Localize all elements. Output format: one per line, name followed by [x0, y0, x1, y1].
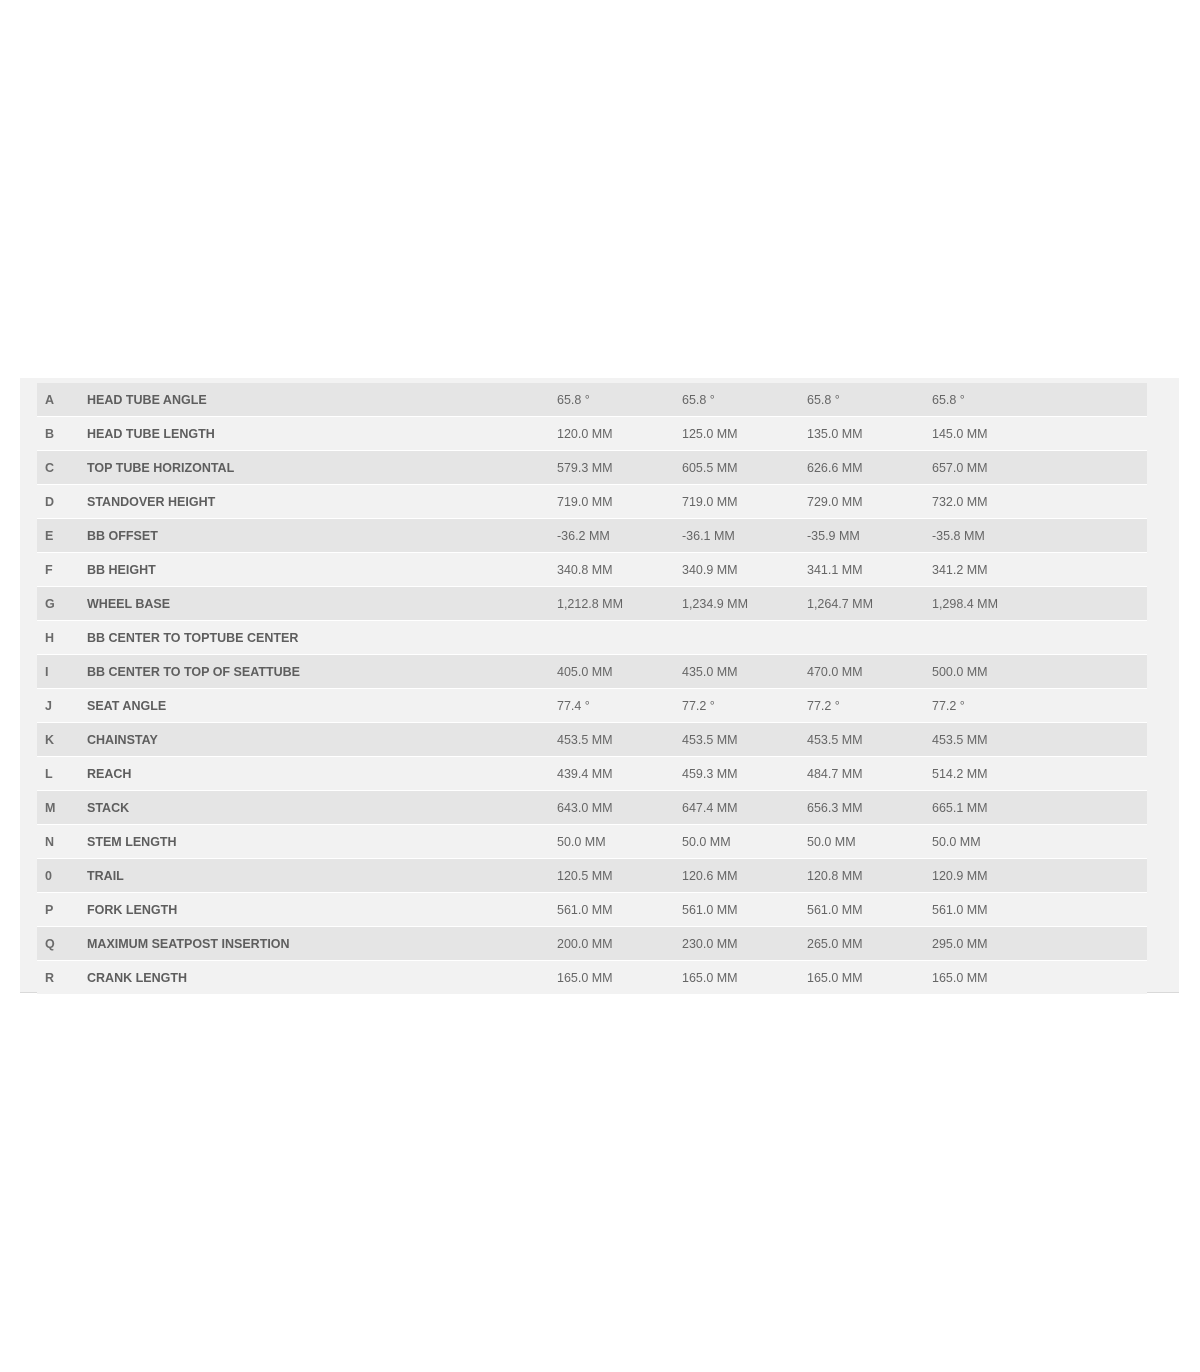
table-row: [37, 689, 1147, 723]
measurement-value: 165.0 MM: [682, 961, 807, 995]
measurement-name: CRANK LENGTH: [87, 961, 557, 995]
measurement-value: 120.0 MM: [557, 417, 682, 451]
measurement-value: 729.0 MM: [807, 485, 932, 519]
measurement-value: 514.2 MM: [932, 757, 1057, 791]
measurement-letter: D: [37, 485, 87, 519]
measurement-name: BB CENTER TO TOP OF SEATTUBE: [87, 655, 557, 689]
measurement-value: 1,298.4 MM: [932, 587, 1057, 621]
measurement-value: 77.4 °: [557, 689, 682, 723]
row-spacer: [1057, 757, 1147, 791]
row-spacer: [1057, 519, 1147, 553]
measurement-letter: N: [37, 825, 87, 859]
measurement-value: 561.0 MM: [557, 893, 682, 927]
measurement-value: 459.3 MM: [682, 757, 807, 791]
measurement-value: 50.0 MM: [807, 825, 932, 859]
measurement-name: BB OFFSET: [87, 519, 557, 553]
measurement-value: 341.2 MM: [932, 553, 1057, 587]
measurement-value: 295.0 MM: [932, 927, 1057, 961]
measurement-value: 579.3 MM: [557, 451, 682, 485]
table-row: [37, 859, 1147, 893]
measurement-value: 1,234.9 MM: [682, 587, 807, 621]
measurement-value: 647.4 MM: [682, 791, 807, 825]
measurement-value: 732.0 MM: [932, 485, 1057, 519]
measurement-value: 165.0 MM: [807, 961, 932, 995]
measurement-letter: P: [37, 893, 87, 927]
measurement-letter: 0: [37, 859, 87, 893]
measurement-value: 165.0 MM: [557, 961, 682, 995]
measurement-value: 439.4 MM: [557, 757, 682, 791]
row-spacer: [1057, 451, 1147, 485]
measurement-value: 65.8 °: [807, 383, 932, 417]
measurement-value: 65.8 °: [682, 383, 807, 417]
geometry-table: [37, 383, 1147, 994]
measurement-letter: I: [37, 655, 87, 689]
measurement-value: 484.7 MM: [807, 757, 932, 791]
measurement-name: CHAINSTAY: [87, 723, 557, 757]
row-spacer: [1057, 927, 1147, 961]
measurement-name: REACH: [87, 757, 557, 791]
measurement-value: [682, 621, 807, 655]
row-spacer: [1057, 417, 1147, 451]
measurement-value: 719.0 MM: [557, 485, 682, 519]
row-spacer: [1057, 587, 1147, 621]
measurement-value: 77.2 °: [807, 689, 932, 723]
measurement-value: 230.0 MM: [682, 927, 807, 961]
measurement-value: 453.5 MM: [807, 723, 932, 757]
table-row: [37, 893, 1147, 927]
measurement-value: 120.8 MM: [807, 859, 932, 893]
measurement-value: 120.5 MM: [557, 859, 682, 893]
measurement-name: MAXIMUM SEATPOST INSERTION: [87, 927, 557, 961]
measurement-value: 470.0 MM: [807, 655, 932, 689]
measurement-value: -35.9 MM: [807, 519, 932, 553]
geometry-table-body: [37, 383, 1147, 994]
measurement-value: 77.2 °: [932, 689, 1057, 723]
measurement-name: FORK LENGTH: [87, 893, 557, 927]
measurement-name: BB HEIGHT: [87, 553, 557, 587]
row-spacer: [1057, 621, 1147, 655]
row-spacer: [1057, 961, 1147, 995]
measurement-letter: M: [37, 791, 87, 825]
measurement-letter: R: [37, 961, 87, 995]
measurement-name: TRAIL: [87, 859, 557, 893]
row-spacer: [1057, 859, 1147, 893]
measurement-value: 453.5 MM: [682, 723, 807, 757]
row-spacer: [1057, 825, 1147, 859]
measurement-value: 561.0 MM: [807, 893, 932, 927]
table-row: [37, 723, 1147, 757]
row-spacer: [1057, 723, 1147, 757]
measurement-letter: J: [37, 689, 87, 723]
measurement-value: 65.8 °: [932, 383, 1057, 417]
measurement-value: 1,212.8 MM: [557, 587, 682, 621]
measurement-letter: K: [37, 723, 87, 757]
row-spacer: [1057, 485, 1147, 519]
measurement-name: STEM LENGTH: [87, 825, 557, 859]
measurement-name: BB CENTER TO TOPTUBE CENTER: [87, 621, 557, 655]
measurement-letter: G: [37, 587, 87, 621]
measurement-value: 50.0 MM: [557, 825, 682, 859]
measurement-letter: L: [37, 757, 87, 791]
measurement-letter: E: [37, 519, 87, 553]
measurement-value: 340.9 MM: [682, 553, 807, 587]
row-spacer: [1057, 655, 1147, 689]
measurement-name: TOP TUBE HORIZONTAL: [87, 451, 557, 485]
measurement-value: 643.0 MM: [557, 791, 682, 825]
measurement-name: WHEEL BASE: [87, 587, 557, 621]
geometry-panel: [20, 378, 1179, 993]
table-row: [37, 791, 1147, 825]
measurement-letter: Q: [37, 927, 87, 961]
table-row: [37, 961, 1147, 995]
measurement-value: 135.0 MM: [807, 417, 932, 451]
measurement-name: STANDOVER HEIGHT: [87, 485, 557, 519]
measurement-value: 265.0 MM: [807, 927, 932, 961]
measurement-value: 405.0 MM: [557, 655, 682, 689]
measurement-letter: C: [37, 451, 87, 485]
measurement-value: 200.0 MM: [557, 927, 682, 961]
measurement-value: 1,264.7 MM: [807, 587, 932, 621]
measurement-value: 340.8 MM: [557, 553, 682, 587]
table-row: [37, 587, 1147, 621]
row-spacer: [1057, 383, 1147, 417]
measurement-value: -36.1 MM: [682, 519, 807, 553]
measurement-value: 341.1 MM: [807, 553, 932, 587]
measurement-letter: B: [37, 417, 87, 451]
measurement-value: 435.0 MM: [682, 655, 807, 689]
measurement-value: 657.0 MM: [932, 451, 1057, 485]
table-row: [37, 621, 1147, 655]
measurement-value: 626.6 MM: [807, 451, 932, 485]
table-row: [37, 485, 1147, 519]
measurement-value: 125.0 MM: [682, 417, 807, 451]
measurement-letter: F: [37, 553, 87, 587]
row-spacer: [1057, 689, 1147, 723]
measurement-value: 605.5 MM: [682, 451, 807, 485]
measurement-value: [557, 621, 682, 655]
measurement-value: 50.0 MM: [682, 825, 807, 859]
table-row: [37, 451, 1147, 485]
table-row: [37, 519, 1147, 553]
table-row: [37, 383, 1147, 417]
row-spacer: [1057, 791, 1147, 825]
table-row: [37, 553, 1147, 587]
measurement-value: 65.8 °: [557, 383, 682, 417]
measurement-value: -35.8 MM: [932, 519, 1057, 553]
measurement-value: 145.0 MM: [932, 417, 1057, 451]
measurement-value: -36.2 MM: [557, 519, 682, 553]
row-spacer: [1057, 553, 1147, 587]
measurement-letter: H: [37, 621, 87, 655]
measurement-name: HEAD TUBE ANGLE: [87, 383, 557, 417]
row-spacer: [1057, 893, 1147, 927]
table-row: [37, 825, 1147, 859]
measurement-value: 77.2 °: [682, 689, 807, 723]
table-row: [37, 927, 1147, 961]
measurement-value: 665.1 MM: [932, 791, 1057, 825]
measurement-value: 656.3 MM: [807, 791, 932, 825]
measurement-value: 120.9 MM: [932, 859, 1057, 893]
table-row: [37, 757, 1147, 791]
measurement-value: 719.0 MM: [682, 485, 807, 519]
measurement-name: STACK: [87, 791, 557, 825]
table-row: [37, 655, 1147, 689]
measurement-value: 120.6 MM: [682, 859, 807, 893]
table-row: [37, 417, 1147, 451]
measurement-name: SEAT ANGLE: [87, 689, 557, 723]
measurement-letter: A: [37, 383, 87, 417]
measurement-value: 453.5 MM: [557, 723, 682, 757]
measurement-value: 453.5 MM: [932, 723, 1057, 757]
measurement-name: HEAD TUBE LENGTH: [87, 417, 557, 451]
measurement-value: 165.0 MM: [932, 961, 1057, 995]
measurement-value: [932, 621, 1057, 655]
measurement-value: [807, 621, 932, 655]
measurement-value: 561.0 MM: [932, 893, 1057, 927]
measurement-value: 561.0 MM: [682, 893, 807, 927]
measurement-value: 500.0 MM: [932, 655, 1057, 689]
measurement-value: 50.0 MM: [932, 825, 1057, 859]
